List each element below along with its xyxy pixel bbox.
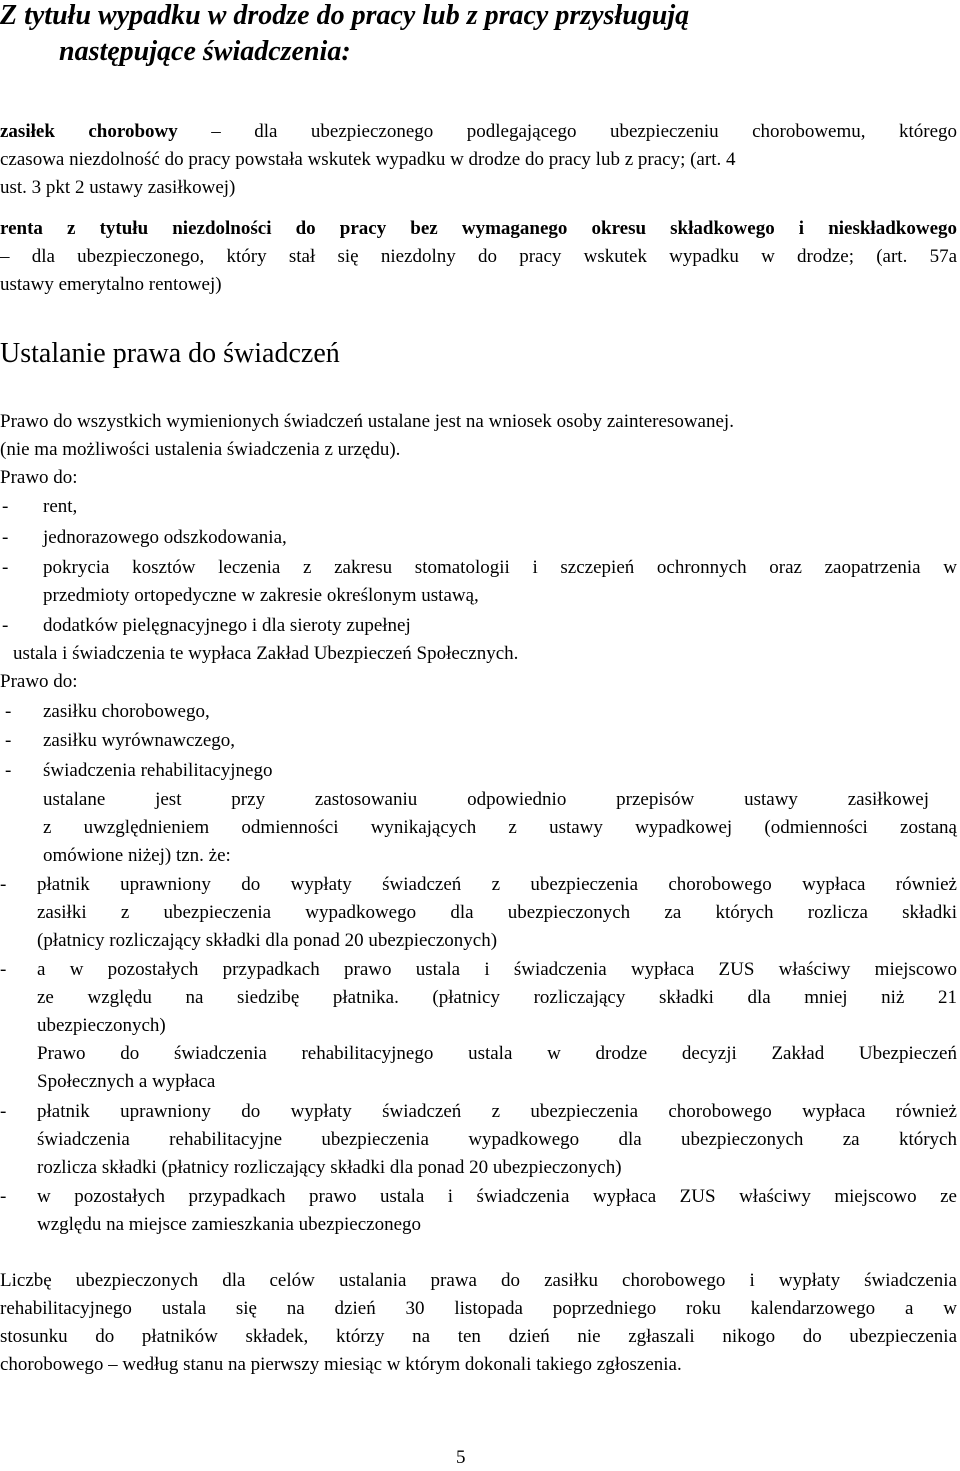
section-title: Ustalanie prawa do świadczeń	[0, 338, 340, 369]
rehab-line-1: Prawo do świadczenia rehabilitacyjnego ustala w drodze decyzji Zakład Ubezpieczeń	[37, 1043, 957, 1064]
list-1-label: Prawo do:	[0, 467, 78, 488]
benefit-2-term: renta z tytułu niezdolności do pracy bez wymaganego okresu składkowego i nieskładkowego	[0, 218, 957, 239]
list-3-bullet-3: -	[0, 1101, 7, 1122]
list-2-item-1: zasiłku chorobowego,	[43, 701, 210, 722]
list-3-item-2-line-2: ze względu na siedzibę płatnika. (płatnicy rozliczający składki dla mniej niż 21	[37, 987, 957, 1008]
list-1-bullet-3: -	[2, 557, 9, 578]
final-line-3: stosunku do płatników składek, którzy na ten dzień nie zgłaszali nikogo do ubezpieczenia	[0, 1326, 957, 1347]
list-1-item-3-cont: przedmioty ortopedyczne w zakresie określonym ustawą,	[43, 585, 479, 606]
rehab-line-2: Społecznych a wypłaca	[37, 1071, 216, 1092]
final-line-2: rehabilitacyjnego ustala się na dzień 30 listopada poprzedniego roku kalendarzowego a w	[0, 1298, 957, 1319]
benefit-1-line-2: czasowa niezdolność do pracy powstała wskutek wypadku w drodze do pracy lub z pracy; (art. 4	[0, 149, 736, 170]
list-2-item-2: zasiłku wyrównawczego,	[43, 730, 236, 751]
list-3-item-3-line-2: świadczenia rehabilitacyjne ubezpieczenia wypadkowego dla ubezpieczonych za których	[37, 1129, 957, 1150]
list-1-item-2: jednorazowego odszkodowania,	[43, 527, 287, 548]
benefit-1-line-3: ust. 3 pkt 2 ustawy zasiłkowej)	[0, 177, 236, 198]
list-1-item-3: pokrycia kosztów leczenia z zakresu stomatologii i szczepień ochronnych oraz zaopatrzenia w	[43, 557, 957, 578]
list-3-bullet-1: -	[0, 874, 7, 895]
benefit-2-line-3: ustawy emerytalno rentowej)	[0, 274, 222, 295]
intro-line-1: Prawo do wszystkich wymienionych świadczeń ustalane jest na wniosek osoby zainteresowanej.	[0, 411, 734, 432]
final-line-4: chorobowego – według stanu na pierwszy miesiąc w którym dokonali takiego zgłoszenia.	[0, 1354, 682, 1375]
list-3-item-3-line-1: płatnik uprawniony do wypłaty świadczeń z ubezpieczenia chorobowego wypłaca również	[37, 1101, 957, 1122]
list-1-bullet-4: -	[2, 615, 9, 636]
list-2-closing-3: omówione niżej) tzn. że:	[43, 845, 231, 866]
list-3-item-4-line-1: w pozostałych przypadkach prawo ustala i świadczenia wypłaca ZUS właściwy miejscowo ze	[37, 1186, 957, 1207]
benefit-1-text: – dla ubezpieczonego podlegającego ubezpieczeniu chorobowemu, którego	[211, 121, 958, 142]
list-1-item-1: rent,	[43, 496, 78, 517]
list-3-bullet-2: -	[0, 959, 7, 980]
list-2-label: Prawo do:	[0, 671, 78, 692]
list-2-bullet-1: -	[5, 701, 12, 722]
heading-line-2: następujące świadczenia:	[59, 36, 351, 67]
list-3-item-2-line-3: ubezpieczonych)	[37, 1015, 166, 1036]
list-3-item-4-line-2: względu na miejsce zamieszkania ubezpieczonego	[37, 1214, 422, 1235]
benefit-1-line-1	[0, 121, 957, 143]
list-1-bullet-1: -	[2, 496, 9, 517]
list-3-bullet-4: -	[0, 1186, 7, 1207]
list-2-item-3: świadczenia rehabilitacyjnego	[43, 760, 273, 781]
list-3-item-2-line-1: a w pozostałych przypadkach prawo ustala i świadczenia wypłaca ZUS właściwy miejscowo	[37, 959, 957, 980]
list-3-item-1-line-2: zasiłki z ubezpieczenia wypadkowego dla ubezpieczonych za których rozlicza składki	[37, 902, 957, 923]
list-1-bullet-2: -	[2, 527, 9, 548]
benefit-1-term: zasiłek chorobowy	[0, 121, 178, 142]
list-2-bullet-2: -	[5, 730, 12, 751]
intro-line-2: (nie ma możliwości ustalenia świadczenia z urzędu).	[0, 439, 401, 460]
list-3-item-1-line-3: (płatnicy rozliczający składki dla ponad 20 ubezpieczonych)	[37, 930, 498, 951]
page-number: 5	[456, 1447, 466, 1468]
heading-line-1: Z tytułu wypadku w drodze do pracy lub z pracy przysługują	[0, 0, 690, 31]
benefit-2-line-2: – dla ubezpieczonego, który stał się niezdolny do pracy wskutek wypadku w drodze; (art. 57a	[0, 246, 957, 267]
list-2-bullet-3: -	[5, 760, 12, 781]
final-line-1: Liczbę ubezpieczonych dla celów ustalania prawa do zasiłku chorobowego i wypłaty świadczenia	[0, 1270, 957, 1291]
list-1-item-4: dodatków pielęgnacyjnego i dla sieroty zupełnej	[43, 615, 411, 636]
list-2-closing-2: z uwzględnieniem odmienności wynikających z ustawy wypadkowej (odmienności zostaną	[43, 817, 957, 838]
list-2-closing-1: ustalane jest przy zastosowaniu odpowiednio przepisów ustawy zasiłkowej	[43, 789, 929, 810]
list-3-item-3-line-3: rozlicza składki (płatnicy rozliczający składki dla ponad 20 ubezpieczonych)	[37, 1157, 622, 1178]
list-3-item-1-line-1: płatnik uprawniony do wypłaty świadczeń z ubezpieczenia chorobowego wypłaca również	[37, 874, 957, 895]
list-1-closing: ustala i świadczenia te wypłaca Zakład Ubezpieczeń Społecznych.	[13, 643, 519, 664]
